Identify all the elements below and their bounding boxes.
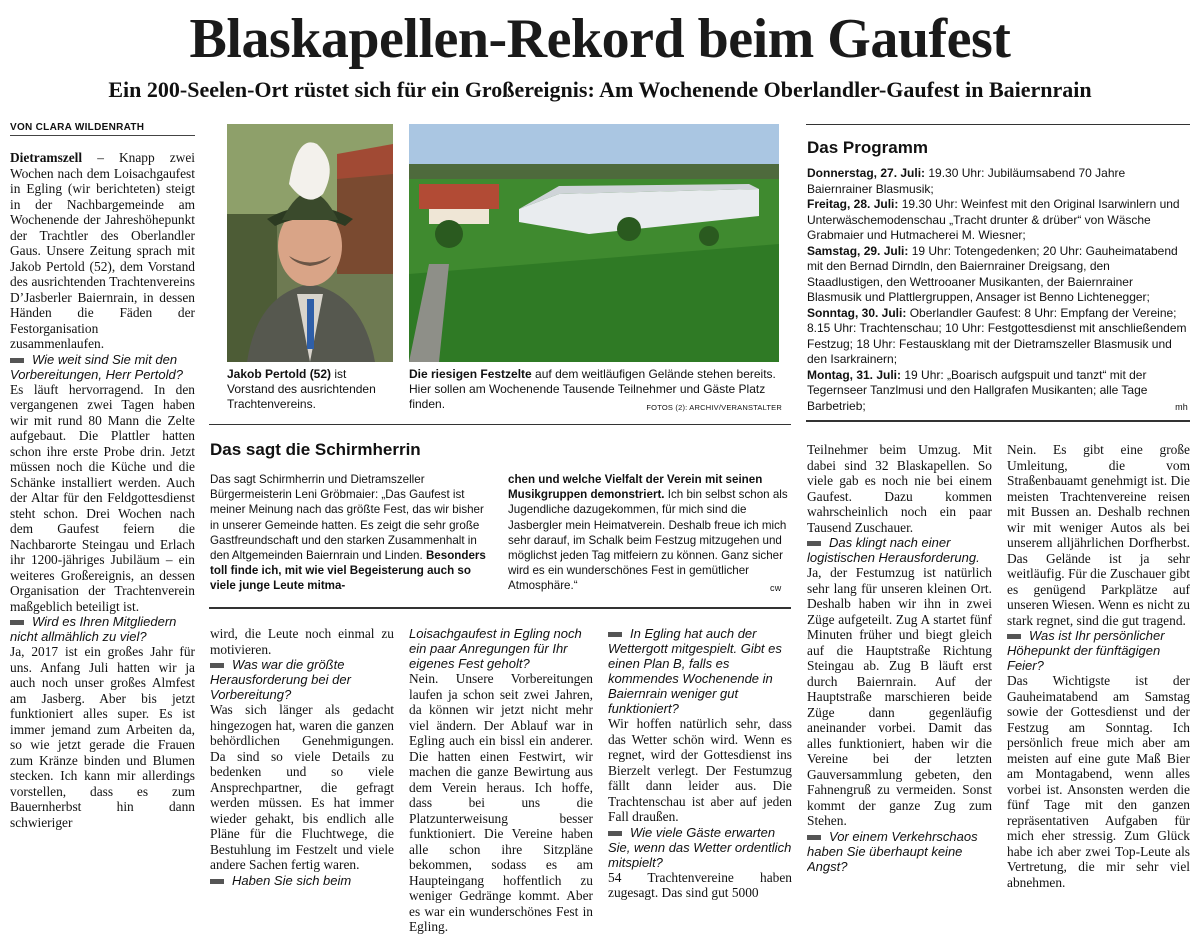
question-text: In Egling hat auch der Wettergott mitgespielt. Gibt es einen Plan B, falls es kommendes Wochenende in Baiernrain weniger gut funktioniert?: [608, 626, 782, 716]
question: [1007, 628, 1190, 673]
question-text: Haben Sie sich beim: [232, 872, 352, 888]
dateline: Dietramszell: [10, 150, 83, 165]
question-marker-icon: [210, 879, 224, 884]
caption-lead: Jakob Pertold (52): [227, 367, 332, 381]
schirmherrin-text-left: [210, 472, 493, 602]
portrait-caption: [227, 367, 395, 412]
question-text: Was war die größte Herausforderung bei der Vorbereitung?: [210, 657, 351, 702]
question-marker-icon: [210, 663, 224, 668]
programm-day: Freitag, 28. Juli:: [807, 197, 899, 211]
answer: Wir hoffen natürlich sehr, dass das Wetter schön wird. Wenn es regnet, wird der Gottesdienst ins Bierzelt verlegt. Der Festumzug fällt dann leider aus. Die Trachtenschau ist aber auf jeden Fall draußen.: [608, 716, 792, 824]
question: [210, 873, 394, 888]
answer: wird, die Leute noch einmal zu motivieren.: [210, 626, 394, 657]
statement-text: Das sagt Schirmherrin und Dietramszeller Bürgermeisterin Leni Gröbmaier: „Das Gaufest ist meiner Meinung nach das größte Fest, das wir bisher in unserer Gemeinde hatten. Es zeigt die sehr große Gastfreundschaft und den starken Zusammenhalt in den Altgemeinden Baiernrain und Linden.: [210, 473, 484, 563]
statement-highlight: chen und welche Vielfalt der Verein mit seinen Musikgruppen demonstriert.: [508, 473, 763, 502]
intro-text: – Knapp zwei Wochen nach dem Loisachgaufest in Egling (wir berichteten) steigt in der Nachbargemeinde am Wochenende der Jahreshöhepunkt der Trachtler des Oberlandler Gaus. Unsere Zeitung sprach mit Jakob Pertold (52), dem Vorstand des ausrichtenden Trachtenvereins D’Jasberler Baiernrain, in dessen Händen die Fäden der Festorganisation zusammenlaufen.: [10, 150, 195, 351]
question-text: Vor einem Verkehrschaos haben Sie überhaupt keine Angst?: [807, 828, 978, 874]
portrait-photo: [227, 124, 393, 362]
question-marker-icon: [807, 541, 821, 546]
intro-paragraph: [10, 150, 195, 352]
question: [608, 626, 792, 716]
caption-text: ist Vorstand des ausrichtenden Trachtenvereins.: [227, 367, 376, 411]
statement-text: Ich bin selbst schon als Jugendliche dazugekommen, für mich sind die Jasbergler mein Heimatverein. Deshalb freue ich mich sehr darauf, im Schalk beim Festzug mitzugehen und möglichst jeden Tag mitfeiern zu können. Ganz sicher wird es ein wunderschönes Fest in gemütlicher Atmosphäre.“: [508, 488, 788, 593]
caption-lead: Die riesigen Festzelte: [409, 367, 532, 381]
question-marker-icon: [1007, 634, 1021, 639]
programm-entry: [807, 244, 1189, 306]
schirmherrin-bottom-rule: [209, 607, 791, 609]
article-column-1: [10, 150, 195, 940]
question-text: Wie weit sind Sie mit den Vorbereitungen, Herr Pertold?: [10, 351, 183, 382]
programm-day: Donnerstag, 27. Juli:: [807, 166, 926, 180]
programm-text: Oberlandler Gaufest: 8 Uhr: Empfang der Vereine; 8.15 Uhr: Trachtenschau; 10 Uhr: Festgottesdienst mit anschließendem Festzug; 18 Uhr: Festausklang mit der Dietramszeller Blasmusik und den Isarkrainern;: [807, 305, 1187, 366]
answer: Was sich länger als gedacht hingezogen hat, waren die ganzen behördlichen Genehmigungen. Da sind so viele Details zu bedenken und so viele Ansprechpartner, die gefragt werden müssen. Es hat immer wieder gehakt, bis endlich alle Pläne für die Fluchtwege, die Bestuhlung im Festzelt und viele andere Sachen fertig waren.: [210, 702, 394, 872]
answer: 54 Trachtenvereine haben zugesagt. Das sind gut 5000: [608, 869, 792, 900]
article-column-4: [409, 626, 593, 942]
article-column-6: [807, 442, 992, 942]
programm-entry: [807, 368, 1189, 415]
question: [210, 657, 394, 702]
programm-list: [807, 166, 1189, 414]
programm-entry: [807, 197, 1189, 244]
question: [807, 829, 992, 874]
portrait-illustration: [227, 124, 393, 362]
question-marker-icon: [608, 632, 622, 637]
answer: Das Wichtigste ist der Gauheimatabend am Samstag sowie der Gottesdienst und der Festzug am Sonntag. Ich persönlich freue mich aber am meisten auf eine gute Maß Bier am Montagabend, wenn alles vorbei ist. Ansonsten werden die fünf Tage mit den ganzen repräsentativen Aufgaben für mich eher stressig. Zum Glück habe ich aber zwei Top-Leute als Vertretung, die mir sehr viel abnehmen.: [1007, 673, 1190, 890]
programm-text: 19.30 Uhr: Weinfest mit den Original Isarwinlern und Unterwäschemodenschau „Tracht drunter & drüber“ von Wäsche Grabmaier und Hutmacherei M. Wiesner;: [807, 197, 1180, 242]
answer: Teilnehmer beim Umzug. Mit dabei sind 32 Blaskapellen. So viele gab es noch nie bei einem Gaufest. Dazu kommen wahrscheinlich noch ein paar Tausend Zuschauer.: [807, 442, 992, 535]
question: [807, 535, 992, 565]
answer: Ja, der Festumzug ist natürlich sehr lang für unseren kleinen Ort. Deshalb haben wir ihn in zwei Züge aufgeteilt. Zug A startet fünf Minuten früher und biegt gleich auf die Hauptstraße Richtung Steingau ab. Zug B läuft erst durch Baiernrain. Auf der Hauptstraße marschieren beide Züge dann gegenläufig aneinander vorbei. Damit das alles funktioniert, haben wir die Vereine bei der letzten Gauversammlung gebeten, den Fahnengruß zu vermeiden. Sonst kommt der ganze Zug zum Stehen.: [807, 565, 992, 828]
schirmherrin-top-rule: [209, 424, 791, 425]
headline: Blaskapellen-Rekord beim Gaufest: [189, 8, 1011, 70]
question-text: Was ist Ihr persönlicher Höhepunkt der fünftägigen Feier?: [1007, 628, 1165, 673]
programm-entry: [807, 166, 1189, 197]
question: [10, 352, 195, 382]
question-marker-icon: [10, 620, 24, 625]
answer: Nein. Unsere Vorbereitungen laufen ja schon seit zwei Jahren, da können wir jetzt nicht mehr viel ändern. Der Ablauf war in Egling auch ein bissl ein anderer. Die hatten einen Festwirt, wir machen die ganze Bewirtung aus dem Verein heraus. Ich hoffe, dass bei uns die Platzunterweisung besser funktioniert. Die Vereine haben alle schon ihre Sitzpläne bekommen, sodass es am Haupteingang hoffentlich zu weniger Gedränge kommt. Aber es war ein wunderschönes Fest in Egling.: [409, 671, 593, 934]
subheadline: Ein 200-Seelen-Ort rüstet sich für ein Großereignis: Am Wochenende Oberlandler-Gaufest in Baiernrain: [108, 77, 1092, 102]
tents-illustration: [409, 124, 779, 362]
schirmherrin-text-right: [508, 472, 791, 602]
article-column-3: [210, 626, 394, 942]
programm-day: Samstag, 29. Juli:: [807, 243, 909, 258]
question-text: Wie viele Gäste erwarten Sie, wenn das Wetter ordentlich mitspielt?: [608, 824, 792, 870]
article-column-5: [608, 626, 792, 942]
question-marker-icon: [10, 358, 24, 363]
answer: Ja, 2017 ist ein großes Jahr für uns. Anfang Juli hatten wir ja auch noch unser großes Almfest am Jasberg. Aber bis jetzt funktioniert alles super. Es ist immer jemand zum Arbeiten da, so wie jetzt gerade die Frauen zum Kränze binden und Blumen stecken. Ich kann mir allerdings vorstellen, dass es zum Bauernherbst hin dann schwieriger: [10, 644, 195, 830]
programm-bottom-rule: [806, 420, 1190, 422]
question: [10, 614, 195, 644]
question-text: Wird es Ihren Mitgliedern nicht allmählich zu viel?: [10, 614, 177, 644]
programm-entry: [807, 306, 1189, 368]
schirmherrin-sign: cw: [770, 583, 782, 593]
question: [608, 825, 792, 870]
question-marker-icon: [608, 831, 622, 836]
festival-tents-photo: [409, 124, 779, 362]
caption-text: auf dem weitläufigen Gelände stehen bereits. Hier sollen am Wochenende Tausende Teilnehmer und Gäste Platz finden.: [409, 367, 776, 411]
question: Loisachgaufest in Egling noch ein paar Anregungen für Ihr eigenes Fest geholt?: [409, 626, 582, 671]
article-column-7: [1007, 442, 1190, 942]
statement-highlight: Besonders toll finde ich, mit wie viel Begeisterung auch so viele junge Leute mitma-: [210, 549, 486, 593]
byline: VON CLARA WILDENRATH: [10, 122, 195, 136]
programm-top-rule: [806, 124, 1190, 125]
programm-text: 19 Uhr: „Boarisch aufgspuit und tanzt“ mit der Tegernseer Tanzlmusi und den Hallgrafen Musikanten; alle Tage Barbetrieb;: [807, 367, 1148, 413]
schirmherrin-heading: Das sagt die Schirmherrin: [210, 440, 421, 459]
photo-credit: FOTOS (2): ARCHIV/VERANSTALTER: [646, 403, 782, 412]
question-text: Das klingt nach einer logistischen Herausforderung.: [807, 535, 980, 565]
answer: Es läuft hervorragend. In den vergangenen zwei Tagen haben wir mit rund 80 Mann die Zelte aufgebaut. Die Plattler hatten schon ihre erste Probe drin. Jetzt müssen noch die Küche und die Schänke installiert werden. Auch der Altar für den Feldgottesdienst steht schon. Drei Wochen nach dem Gaufest feiern die Nachbarorte Steingau und Erlach ihr 1200-jähriges Jubiläum – ein weiteres Großereignis, an dessen Organisation der Trachtenverein maßgeblich beteiligt ist.: [10, 381, 195, 614]
programm-sign: mh: [1175, 402, 1188, 412]
programm-text: 19 Uhr: Totengedenken; 20 Uhr: Gauheimatabend mit den Bernad Dirndln, den Baiernrainer Dreigsang, den Staadlustigen, den Wettrooaner Musikanten, der Baiernrainer Blasmusik und Plattlergruppen, Ansager ist Benno Lichtenegger;: [807, 243, 1178, 304]
answer: Nein. Es gibt eine große Umleitung, die vom Straßenbauamt genehmigt ist. Die meisten Trachtenvereine reisen mit Bussen an. Deshalb rechnen wir mit weniger Autos als bei unserem alljährlichen Dorfherbst. Das Gelände ist ja sehr weitläufig. Für die Zuschauer gibt es genügend Parkplätze auf unseren Wiesen. Wenn es nicht zu stark regnet, sind die gut tragend.: [1007, 442, 1190, 628]
question-marker-icon: [807, 835, 821, 840]
programm-day: Montag, 31. Juli:: [807, 367, 902, 382]
programm-text: 19.30 Uhr: Jubiläumsabend 70 Jahre Baiernrainer Blasmusik;: [807, 166, 1126, 196]
programm-heading: Das Programm: [807, 138, 928, 157]
programm-day: Sonntag, 30. Juli:: [807, 305, 907, 320]
